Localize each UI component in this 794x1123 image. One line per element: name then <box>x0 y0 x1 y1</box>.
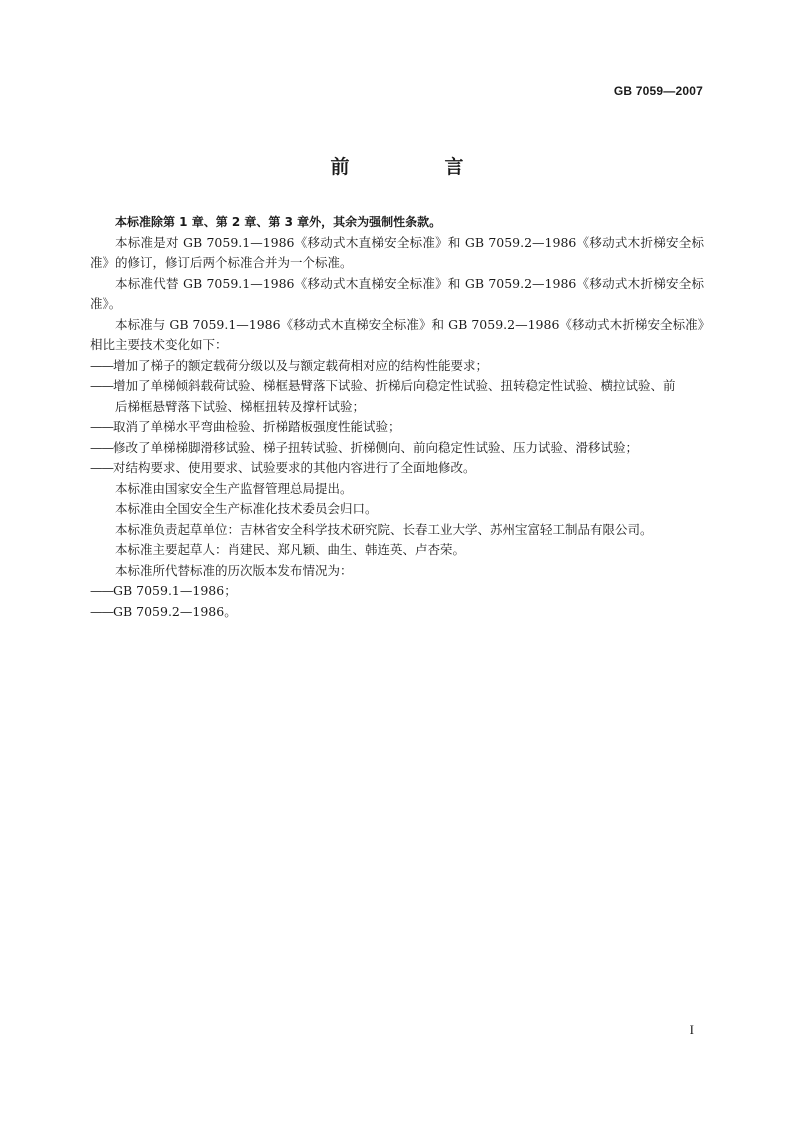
committee-line: 本标准由全国安全生产标准化技术委员会归口。 <box>115 501 378 516</box>
replacement-statement: 本标准代替 GB 7059.1—1986《移动式木直梯安全标准》和 GB 7059.2—1986《移动式木折梯安全标准》。 <box>90 275 704 311</box>
dash-marker: —— <box>90 357 113 373</box>
dash-marker: —— <box>90 439 113 455</box>
replaced-version-item: ——GB 7059.1—1986； <box>90 583 237 598</box>
drafters-line: 本标准主要起草人：肖建民、郑凡颖、曲生、韩连英、卢杏荣。 <box>115 542 466 557</box>
change-list-item: ——增加了梯子的额定载荷分级以及与额定载荷相对应的结构性能要求； <box>90 357 489 373</box>
dash-marker: —— <box>90 583 113 598</box>
proposer-line: 本标准由国家安全生产监督管理总局提出。 <box>115 480 353 496</box>
mandatory-clause-note: 本标准除第 1 章、第 2 章、第 3 章外，其余为强制性条款。 <box>115 215 442 229</box>
version-history-intro: 本标准所代替标准的历次版本发布情况为： <box>115 562 353 578</box>
dash-marker: —— <box>90 419 113 434</box>
change-list-item: ——对结构要求、使用要求、试验要求的其他内容进行了全面地修改。 <box>90 460 476 475</box>
change-list-item: ——增加了单梯倾斜载荷试验、梯框悬臂落下试验、折梯后向稳定性试验、扭转稳定性试验、横拉试验、前后梯框悬臂落下试验、梯框扭转及撑杆试验； <box>90 378 676 414</box>
page-number: I <box>689 1022 694 1037</box>
drafting-units-line: 本标准负责起草单位：吉林省安全科学技术研究院、长春工业大学、苏州宝富轻工制品有限公司。 <box>115 521 653 537</box>
changes-intro: 本标准与 GB 7059.1—1986《移动式木直梯安全标准》和 GB 7059.2—1986《移动式木折梯安全标准》相比主要技术变化如下： <box>90 316 704 352</box>
replaced-version-item: ——GB 7059.2—1986。 <box>90 603 237 619</box>
change-list-item: ——取消了单梯水平弯曲检验、折梯踏板强度性能试验； <box>90 419 401 434</box>
document-body <box>90 212 704 622</box>
dash-marker: —— <box>90 603 113 619</box>
dash-marker: —— <box>90 378 113 393</box>
revision-statement: 本标准是对 GB 7059.1—1986《移动式木直梯安全标准》和 GB 7059.2—1986《移动式木折梯安全标准》的修订，修订后两个标准合并为一个标准。 <box>90 234 704 270</box>
standard-code: GB 7059—2007 <box>613 84 703 98</box>
change-list-item: ——修改了单梯梯脚滑移试验、梯子扭转试验、折梯侧向、前向稳定性试验、压力试验、滑移试验； <box>90 439 639 455</box>
page-title: 前 言 <box>330 156 502 178</box>
dash-marker: —— <box>90 460 113 475</box>
